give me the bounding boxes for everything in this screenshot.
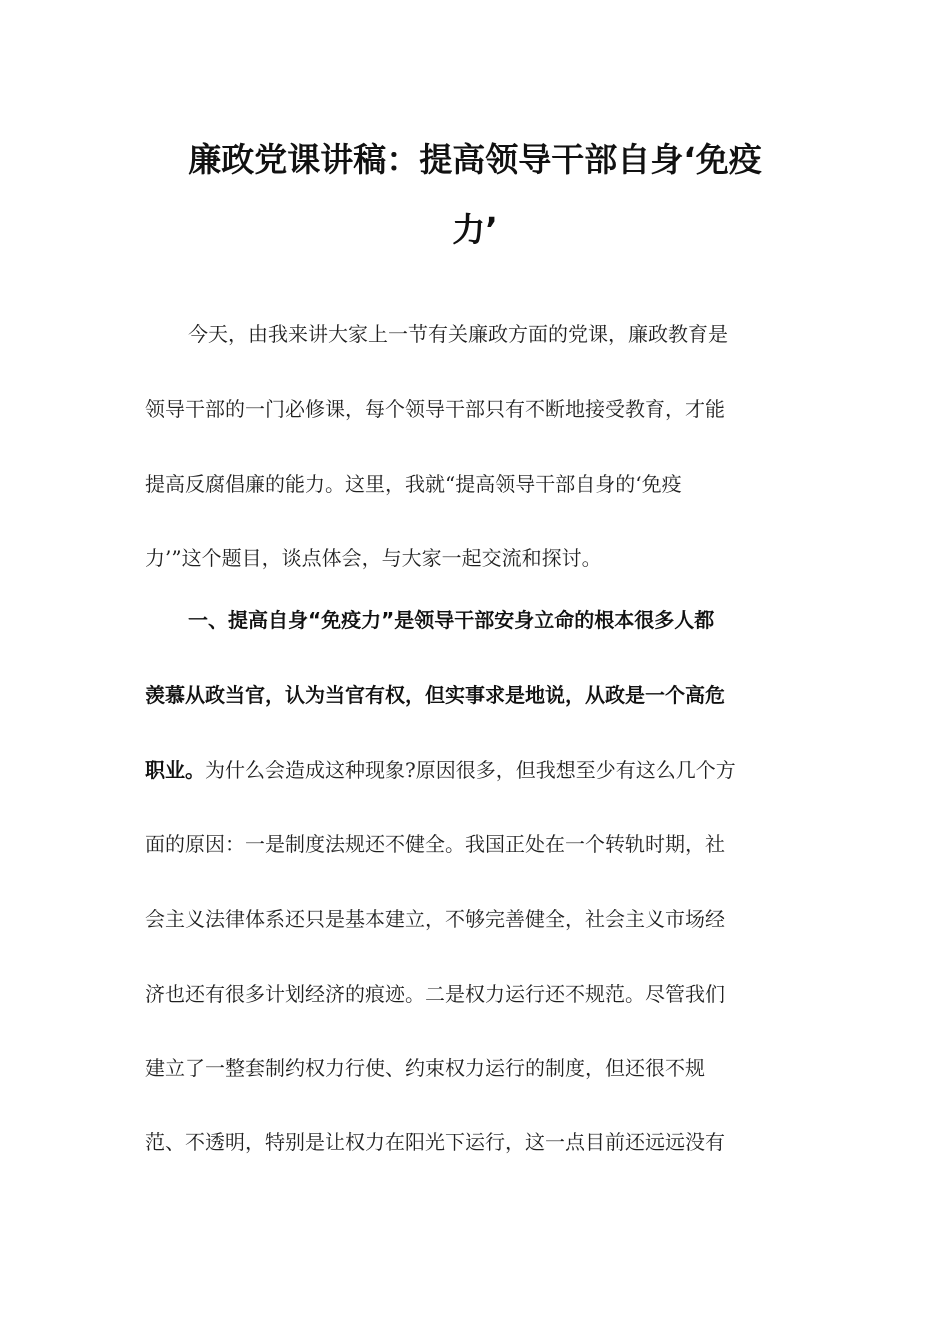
section-1-heading-line-1	[188, 608, 714, 632]
section-1-body-line-3: 济也还有很多计划经济的痕迹。二是权力运行还不规范。尽管我们	[145, 982, 725, 1006]
section-1-line-3-rest: 为什么会造成这种现象?原因很多，但我想至少有这么几个方	[205, 758, 736, 782]
section-1-body-line-4: 建立了一整套制约权力行使、约束权力运行的制度，但还很不规	[145, 1056, 705, 1080]
paragraph-1-line-1: 今天，由我来讲大家上一节有关廉政方面的党课，廉政教育是	[188, 322, 728, 346]
section-1-body-line-2: 会主义法律体系还只是基本建立，不够完善健全，社会主义市场经	[145, 907, 725, 931]
section-1-heading-text-2: 羡慕从政当官，认为当官有权，但实事求是地说，从政是一个高危	[145, 683, 725, 707]
section-1-heading-end: 职业。	[145, 758, 205, 782]
section-1-line-3	[145, 758, 736, 782]
paragraph-1-line-4: 力’”这个题目，谈点体会，与大家一起交流和探讨。	[145, 546, 602, 570]
section-1-heading-text-1: 一、提高自身“免疫力”是领导干部安身立命的根本很多人都	[188, 608, 715, 632]
section-1-body-line-5: 范、不透明，特别是让权力在阳光下运行，这一点目前还远远没有	[145, 1130, 725, 1154]
document-title-line-1: 廉政党课讲稿：提高领导干部自身‘免疫	[188, 140, 762, 179]
document-title-line-2: 力’	[452, 210, 498, 249]
paragraph-1-line-2: 领导干部的一门必修课，每个领导干部只有不断地接受教育，才能	[145, 397, 725, 421]
paragraph-1-line-3: 提高反腐倡廉的能力。这里，我就“提高领导干部自身的‘免疫	[145, 472, 682, 496]
section-1-heading-line-2	[145, 683, 725, 707]
section-1-body-line-1: 面的原因：一是制度法规还不健全。我国正处在一个转轨时期，社	[145, 832, 725, 856]
